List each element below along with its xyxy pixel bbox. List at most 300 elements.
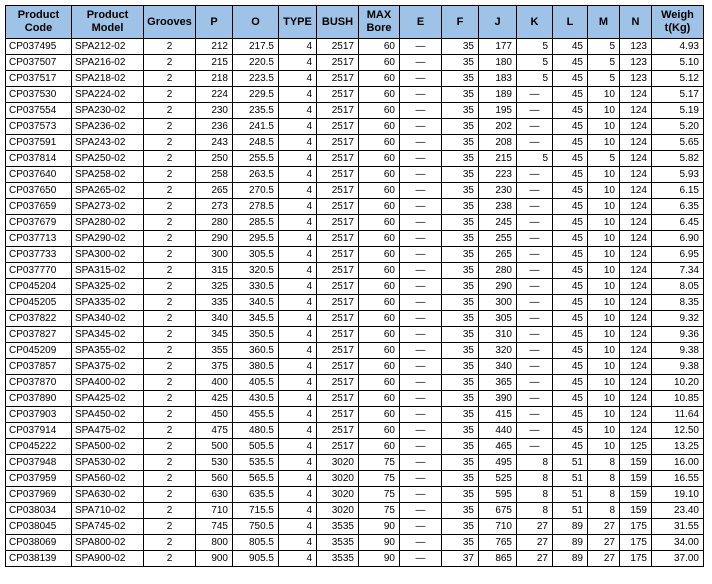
cell-max-bore: 60 xyxy=(359,103,400,119)
cell-j: 177 xyxy=(479,39,517,55)
table-body xyxy=(6,39,704,567)
cell-weight: 5.12 xyxy=(652,71,704,87)
cell-bush: 2517 xyxy=(317,71,359,87)
header-text: M xyxy=(598,15,609,28)
cell-grooves: 2 xyxy=(144,519,196,535)
cell-k: 27 xyxy=(517,551,553,567)
cell-l: 45 xyxy=(553,391,588,407)
cell-max-bore: 60 xyxy=(359,39,400,55)
cell-weight: 19.10 xyxy=(652,487,704,503)
cell-product-code: CP037969 xyxy=(6,487,72,503)
cell-p: 710 xyxy=(196,503,233,519)
cell-m: 10 xyxy=(588,327,620,343)
cell-l: 45 xyxy=(553,407,588,423)
cell-k: — xyxy=(517,247,553,263)
cell-product-code: CP037713 xyxy=(6,231,72,247)
cell-f: 35 xyxy=(442,343,479,359)
cell-bush: 2517 xyxy=(317,119,359,135)
cell-m: 10 xyxy=(588,407,620,423)
cell-p: 345 xyxy=(196,327,233,343)
cell-type: 4 xyxy=(279,551,317,567)
cell-bush: 2517 xyxy=(317,151,359,167)
cell-j: 440 xyxy=(479,423,517,439)
cell-n: 124 xyxy=(620,215,652,231)
table-row xyxy=(6,471,704,487)
cell-max-bore: 60 xyxy=(359,135,400,151)
cell-max-bore: 90 xyxy=(359,551,400,567)
cell-max-bore: 75 xyxy=(359,455,400,471)
table-row xyxy=(6,263,704,279)
cell-l: 45 xyxy=(553,375,588,391)
cell-f: 35 xyxy=(442,327,479,343)
cell-max-bore: 60 xyxy=(359,423,400,439)
cell-j: 280 xyxy=(479,263,517,279)
cell-weight: 8.35 xyxy=(652,295,704,311)
cell-grooves: 2 xyxy=(144,279,196,295)
cell-product-code: CP037591 xyxy=(6,135,72,151)
cell-k: 5 xyxy=(517,39,553,55)
cell-grooves: 2 xyxy=(144,119,196,135)
cell-max-bore: 60 xyxy=(359,295,400,311)
table-header xyxy=(6,6,704,39)
cell-n: 124 xyxy=(620,263,652,279)
cell-o: 255.5 xyxy=(233,151,279,167)
cell-e: — xyxy=(400,551,442,567)
cell-m: 8 xyxy=(588,487,620,503)
cell-max-bore: 60 xyxy=(359,327,400,343)
table-row xyxy=(6,135,704,151)
cell-weight: 34.00 xyxy=(652,535,704,551)
cell-m: 5 xyxy=(588,71,620,87)
cell-product-code: CP037770 xyxy=(6,263,72,279)
cell-max-bore: 60 xyxy=(359,151,400,167)
cell-m: 10 xyxy=(588,375,620,391)
cell-k: — xyxy=(517,183,553,199)
header-type xyxy=(279,6,317,39)
table-row xyxy=(6,375,704,391)
cell-o: 360.5 xyxy=(233,343,279,359)
table-row xyxy=(6,231,704,247)
cell-l: 45 xyxy=(553,199,588,215)
cell-k: — xyxy=(517,215,553,231)
cell-product-code: CP037814 xyxy=(6,151,72,167)
cell-m: 10 xyxy=(588,183,620,199)
cell-type: 4 xyxy=(279,439,317,455)
cell-bush: 2517 xyxy=(317,359,359,375)
header-text: Bore xyxy=(366,22,392,34)
cell-weight: 5.93 xyxy=(652,167,704,183)
cell-product-model: SPA236-02 xyxy=(72,119,144,135)
cell-max-bore: 60 xyxy=(359,183,400,199)
cell-l: 51 xyxy=(553,503,588,519)
cell-max-bore: 60 xyxy=(359,311,400,327)
cell-type: 4 xyxy=(279,487,317,503)
cell-l: 51 xyxy=(553,487,588,503)
cell-j: 710 xyxy=(479,519,517,535)
cell-bush: 2517 xyxy=(317,167,359,183)
cell-e: — xyxy=(400,183,442,199)
cell-p: 335 xyxy=(196,295,233,311)
cell-n: 124 xyxy=(620,407,652,423)
cell-max-bore: 60 xyxy=(359,439,400,455)
table-row xyxy=(6,295,704,311)
table-row xyxy=(6,215,704,231)
cell-m: 5 xyxy=(588,55,620,71)
cell-p: 280 xyxy=(196,215,233,231)
cell-p: 265 xyxy=(196,183,233,199)
cell-weight: 37.00 xyxy=(652,551,704,567)
cell-e: — xyxy=(400,295,442,311)
cell-j: 208 xyxy=(479,135,517,151)
cell-o: 455.5 xyxy=(233,407,279,423)
cell-m: 10 xyxy=(588,279,620,295)
cell-m: 8 xyxy=(588,455,620,471)
cell-product-model: SPA475-02 xyxy=(72,423,144,439)
cell-o: 430.5 xyxy=(233,391,279,407)
cell-product-model: SPA300-02 xyxy=(72,247,144,263)
cell-j: 300 xyxy=(479,295,517,311)
cell-e: — xyxy=(400,135,442,151)
header-e xyxy=(400,6,442,39)
cell-product-model: SPA218-02 xyxy=(72,71,144,87)
cell-j: 310 xyxy=(479,327,517,343)
cell-bush: 2517 xyxy=(317,407,359,423)
cell-grooves: 2 xyxy=(144,55,196,71)
cell-p: 375 xyxy=(196,359,233,375)
cell-max-bore: 60 xyxy=(359,87,400,103)
cell-k: — xyxy=(517,103,553,119)
cell-product-model: SPA800-02 xyxy=(72,535,144,551)
cell-p: 258 xyxy=(196,167,233,183)
header-text: F xyxy=(456,15,464,28)
cell-m: 10 xyxy=(588,295,620,311)
cell-type: 4 xyxy=(279,519,317,535)
cell-m: 27 xyxy=(588,519,620,535)
cell-o: 340.5 xyxy=(233,295,279,311)
cell-p: 800 xyxy=(196,535,233,551)
header-weight xyxy=(652,6,704,39)
cell-n: 124 xyxy=(620,247,652,263)
cell-product-code: CP045204 xyxy=(6,279,72,295)
cell-p: 250 xyxy=(196,151,233,167)
cell-n: 124 xyxy=(620,391,652,407)
cell-m: 10 xyxy=(588,215,620,231)
cell-grooves: 2 xyxy=(144,151,196,167)
cell-weight: 10.20 xyxy=(652,375,704,391)
cell-type: 4 xyxy=(279,151,317,167)
cell-n: 159 xyxy=(620,455,652,471)
cell-e: — xyxy=(400,439,442,455)
table-row xyxy=(6,503,704,519)
cell-n: 124 xyxy=(620,423,652,439)
cell-product-model: SPA710-02 xyxy=(72,503,144,519)
cell-f: 35 xyxy=(442,183,479,199)
cell-max-bore: 60 xyxy=(359,55,400,71)
cell-f: 35 xyxy=(442,535,479,551)
cell-j: 183 xyxy=(479,71,517,87)
cell-e: — xyxy=(400,231,442,247)
cell-e: — xyxy=(400,71,442,87)
cell-weight: 6.95 xyxy=(652,247,704,263)
cell-product-model: SPA325-02 xyxy=(72,279,144,295)
cell-m: 10 xyxy=(588,391,620,407)
cell-p: 340 xyxy=(196,311,233,327)
cell-n: 124 xyxy=(620,343,652,359)
cell-weight: 8.05 xyxy=(652,279,704,295)
table-row xyxy=(6,199,704,215)
cell-grooves: 2 xyxy=(144,455,196,471)
cell-e: — xyxy=(400,279,442,295)
cell-k: — xyxy=(517,391,553,407)
cell-type: 4 xyxy=(279,119,317,135)
cell-product-code: CP037573 xyxy=(6,119,72,135)
cell-type: 4 xyxy=(279,455,317,471)
table-row xyxy=(6,423,704,439)
cell-max-bore: 60 xyxy=(359,119,400,135)
cell-o: 220.5 xyxy=(233,55,279,71)
table-row xyxy=(6,167,704,183)
cell-p: 450 xyxy=(196,407,233,423)
cell-product-code: CP037903 xyxy=(6,407,72,423)
cell-product-model: SPA216-02 xyxy=(72,55,144,71)
cell-j: 265 xyxy=(479,247,517,263)
cell-max-bore: 75 xyxy=(359,487,400,503)
cell-max-bore: 60 xyxy=(359,167,400,183)
cell-l: 45 xyxy=(553,71,588,87)
cell-j: 765 xyxy=(479,535,517,551)
cell-type: 4 xyxy=(279,183,317,199)
cell-l: 45 xyxy=(553,359,588,375)
cell-m: 5 xyxy=(588,39,620,55)
cell-p: 243 xyxy=(196,135,233,151)
cell-l: 45 xyxy=(553,87,588,103)
cell-f: 35 xyxy=(442,87,479,103)
cell-j: 195 xyxy=(479,103,517,119)
cell-product-code: CP038069 xyxy=(6,535,72,551)
cell-f: 35 xyxy=(442,263,479,279)
cell-grooves: 2 xyxy=(144,231,196,247)
cell-product-code: CP037679 xyxy=(6,215,72,231)
cell-max-bore: 60 xyxy=(359,343,400,359)
cell-product-model: SPA425-02 xyxy=(72,391,144,407)
cell-n: 159 xyxy=(620,487,652,503)
cell-product-model: SPA355-02 xyxy=(72,343,144,359)
cell-j: 215 xyxy=(479,151,517,167)
header-text: Grooves xyxy=(147,15,192,28)
cell-product-code: CP037554 xyxy=(6,103,72,119)
cell-bush: 3020 xyxy=(317,487,359,503)
cell-product-code: CP037530 xyxy=(6,87,72,103)
cell-product-model: SPA560-02 xyxy=(72,471,144,487)
cell-l: 45 xyxy=(553,279,588,295)
cell-type: 4 xyxy=(279,135,317,151)
cell-grooves: 2 xyxy=(144,103,196,119)
cell-bush: 2517 xyxy=(317,343,359,359)
cell-grooves: 2 xyxy=(144,439,196,455)
cell-j: 365 xyxy=(479,375,517,391)
cell-m: 10 xyxy=(588,311,620,327)
cell-weight: 5.19 xyxy=(652,103,704,119)
cell-l: 45 xyxy=(553,295,588,311)
cell-weight: 7.34 xyxy=(652,263,704,279)
cell-l: 45 xyxy=(553,311,588,327)
cell-bush: 2517 xyxy=(317,263,359,279)
cell-grooves: 2 xyxy=(144,135,196,151)
cell-grooves: 2 xyxy=(144,87,196,103)
cell-e: — xyxy=(400,359,442,375)
cell-grooves: 2 xyxy=(144,471,196,487)
cell-type: 4 xyxy=(279,199,317,215)
cell-grooves: 2 xyxy=(144,391,196,407)
header-p xyxy=(196,6,233,39)
cell-type: 4 xyxy=(279,359,317,375)
cell-p: 500 xyxy=(196,439,233,455)
header-m xyxy=(588,6,620,39)
cell-weight: 10.85 xyxy=(652,391,704,407)
cell-bush: 2517 xyxy=(317,311,359,327)
table-row xyxy=(6,391,704,407)
cell-f: 35 xyxy=(442,39,479,55)
cell-grooves: 2 xyxy=(144,263,196,279)
cell-max-bore: 60 xyxy=(359,215,400,231)
cell-type: 4 xyxy=(279,407,317,423)
cell-k: — xyxy=(517,231,553,247)
cell-n: 124 xyxy=(620,199,652,215)
cell-e: — xyxy=(400,167,442,183)
cell-product-code: CP037827 xyxy=(6,327,72,343)
cell-type: 4 xyxy=(279,343,317,359)
cell-max-bore: 60 xyxy=(359,247,400,263)
cell-f: 35 xyxy=(442,311,479,327)
cell-max-bore: 60 xyxy=(359,231,400,247)
header-bush xyxy=(317,6,359,39)
cell-l: 45 xyxy=(553,55,588,71)
header-text: N xyxy=(631,15,640,28)
header-text: K xyxy=(530,15,539,28)
cell-bush: 2517 xyxy=(317,295,359,311)
cell-j: 525 xyxy=(479,471,517,487)
cell-n: 124 xyxy=(620,151,652,167)
cell-j: 320 xyxy=(479,343,517,359)
cell-k: — xyxy=(517,311,553,327)
table-row xyxy=(6,103,704,119)
cell-f: 35 xyxy=(442,295,479,311)
cell-bush: 3535 xyxy=(317,535,359,551)
cell-e: — xyxy=(400,247,442,263)
cell-product-code: CP037822 xyxy=(6,311,72,327)
table-row xyxy=(6,279,704,295)
cell-f: 35 xyxy=(442,407,479,423)
cell-p: 300 xyxy=(196,247,233,263)
cell-type: 4 xyxy=(279,247,317,263)
cell-m: 10 xyxy=(588,167,620,183)
cell-p: 273 xyxy=(196,199,233,215)
cell-weight: 31.55 xyxy=(652,519,704,535)
cell-l: 45 xyxy=(553,247,588,263)
header-product-code xyxy=(6,6,72,39)
cell-weight: 9.32 xyxy=(652,311,704,327)
cell-f: 35 xyxy=(442,151,479,167)
cell-m: 10 xyxy=(588,439,620,455)
cell-max-bore: 75 xyxy=(359,503,400,519)
cell-l: 45 xyxy=(553,151,588,167)
cell-grooves: 2 xyxy=(144,487,196,503)
cell-e: — xyxy=(400,343,442,359)
table-row xyxy=(6,71,704,87)
cell-weight: 6.15 xyxy=(652,183,704,199)
cell-o: 505.5 xyxy=(233,439,279,455)
cell-j: 595 xyxy=(479,487,517,503)
cell-e: — xyxy=(400,455,442,471)
cell-k: 8 xyxy=(517,455,553,471)
cell-m: 27 xyxy=(588,535,620,551)
cell-bush: 2517 xyxy=(317,183,359,199)
cell-grooves: 2 xyxy=(144,71,196,87)
table-row xyxy=(6,39,704,55)
cell-bush: 3535 xyxy=(317,519,359,535)
cell-p: 290 xyxy=(196,231,233,247)
cell-bush: 2517 xyxy=(317,231,359,247)
cell-f: 35 xyxy=(442,471,479,487)
header-text: P xyxy=(210,15,218,28)
cell-l: 45 xyxy=(553,215,588,231)
header-max-bore xyxy=(359,6,400,39)
cell-k: 27 xyxy=(517,519,553,535)
cell-product-code: CP037659 xyxy=(6,199,72,215)
cell-bush: 2517 xyxy=(317,247,359,263)
cell-product-code: CP038045 xyxy=(6,519,72,535)
cell-f: 35 xyxy=(442,103,479,119)
cell-p: 215 xyxy=(196,55,233,71)
cell-type: 4 xyxy=(279,503,317,519)
cell-grooves: 2 xyxy=(144,183,196,199)
cell-weight: 13.25 xyxy=(652,439,704,455)
cell-product-code: CP037914 xyxy=(6,423,72,439)
cell-product-model: SPA265-02 xyxy=(72,183,144,199)
header-product-model xyxy=(72,6,144,39)
cell-o: 565.5 xyxy=(233,471,279,487)
cell-e: — xyxy=(400,327,442,343)
header-grooves xyxy=(144,6,196,39)
cell-product-model: SPA345-02 xyxy=(72,327,144,343)
cell-product-model: SPA273-02 xyxy=(72,199,144,215)
cell-weight: 6.45 xyxy=(652,215,704,231)
cell-grooves: 2 xyxy=(144,343,196,359)
cell-e: — xyxy=(400,103,442,119)
header-text: Weigh xyxy=(661,9,694,21)
cell-p: 355 xyxy=(196,343,233,359)
cell-m: 8 xyxy=(588,471,620,487)
cell-m: 5 xyxy=(588,151,620,167)
table-row xyxy=(6,519,704,535)
cell-m: 10 xyxy=(588,263,620,279)
cell-n: 124 xyxy=(620,119,652,135)
cell-p: 230 xyxy=(196,103,233,119)
cell-n: 175 xyxy=(620,519,652,535)
cell-grooves: 2 xyxy=(144,215,196,231)
cell-max-bore: 60 xyxy=(359,359,400,375)
cell-p: 475 xyxy=(196,423,233,439)
header-text: Code xyxy=(24,22,53,34)
cell-e: — xyxy=(400,263,442,279)
cell-p: 325 xyxy=(196,279,233,295)
cell-e: — xyxy=(400,535,442,551)
cell-j: 675 xyxy=(479,503,517,519)
table-row xyxy=(6,151,704,167)
cell-m: 10 xyxy=(588,423,620,439)
cell-e: — xyxy=(400,519,442,535)
cell-j: 415 xyxy=(479,407,517,423)
